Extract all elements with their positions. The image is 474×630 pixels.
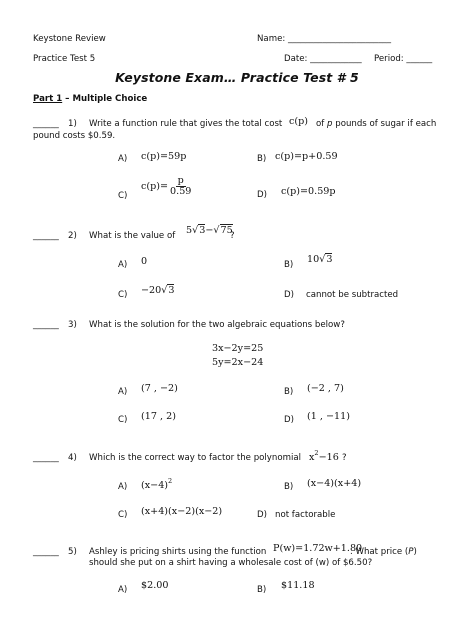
choice-letter: C)	[118, 415, 128, 425]
coefficient: 10	[307, 254, 320, 265]
choice-letter: C)	[118, 290, 128, 300]
question-text: Which is the correct way to factor the polynomial	[89, 453, 302, 463]
question-number: 4)	[68, 453, 77, 463]
radicand: 75	[220, 225, 233, 236]
question-math: 5√3−√75	[186, 225, 233, 236]
equation-1: 3x−2y=25	[212, 343, 264, 354]
choice-c: (17 , 2)	[141, 411, 176, 422]
choice-c: −20√3	[141, 285, 175, 296]
choice-d: c(p)=0.59p	[281, 186, 336, 197]
coefficient: 5	[186, 225, 193, 236]
choice-letter: B)	[257, 585, 267, 595]
choice-letter: B)	[284, 387, 294, 397]
choice-letter: D)	[284, 290, 294, 300]
text-close: )	[413, 547, 417, 557]
choice-letter: A)	[118, 585, 128, 595]
poly-rest: −16	[318, 452, 339, 463]
question-math: P(w)=1.72w+1.80	[273, 543, 363, 554]
variable-P: P	[408, 547, 414, 557]
choice-a: c(p)=59p	[141, 151, 187, 162]
part-label: Part 1	[33, 94, 63, 104]
choice-letter: A)	[118, 260, 128, 270]
choice-letter: A)	[118, 387, 128, 397]
choice-letter: C)	[118, 191, 128, 201]
choice-a	[141, 477, 172, 491]
poly-exponent: 2	[314, 449, 319, 457]
choice-d: not factorable	[275, 510, 336, 520]
choice-letter: B)	[284, 260, 294, 270]
variable-p: p	[327, 119, 333, 129]
question-text-b	[350, 547, 417, 557]
date-field: Date: ____________	[284, 54, 362, 64]
question-text: What is the value of	[89, 231, 176, 241]
page-title: Keystone Exam… Practice Test # 5	[115, 70, 359, 85]
question-number: 5)	[68, 547, 77, 557]
choice-letter: D)	[284, 415, 294, 425]
radicand: 3	[326, 254, 333, 265]
text-price: . What price (	[350, 547, 409, 557]
question-mark: ?	[342, 453, 347, 463]
choice-letter: B)	[284, 482, 294, 492]
choice-c	[141, 176, 193, 197]
answer-blank: ______	[33, 119, 59, 129]
period-field: Period: ______	[374, 54, 433, 64]
question-text-line2: pound costs $0.59.	[33, 131, 116, 141]
choice-a: $2.00	[141, 580, 169, 591]
question-text: Ashley is pricing shirts using the function	[89, 547, 267, 557]
radicand: 3	[168, 285, 175, 296]
choice-letter: B)	[257, 154, 267, 164]
text-of: of	[316, 119, 325, 129]
choice-letter: D)	[257, 510, 267, 520]
question-math	[309, 449, 339, 463]
name-field: Name: ________________________	[257, 34, 392, 44]
equation-2: 5y=2x−24	[212, 357, 264, 368]
radicand: 3	[199, 225, 206, 236]
choice-a: 0	[141, 256, 148, 267]
choice-d: cannot be subtracted	[306, 290, 399, 300]
choice-a-exponent: 2	[168, 477, 173, 485]
part-subtitle: – Multiple Choice	[62, 94, 148, 104]
denominator: 0.59	[170, 186, 192, 198]
choice-letter: C)	[118, 510, 128, 520]
answer-blank: ______	[33, 547, 59, 557]
choice-b: (x−4)(x+4)	[307, 478, 362, 489]
question-number: 1)	[68, 119, 77, 129]
answer-blank: ______	[33, 453, 59, 463]
choice-b: c(p)=p+0.59	[275, 151, 338, 162]
question-text-b	[316, 119, 436, 129]
answer-blank: ______	[33, 320, 59, 330]
numerator: p	[177, 175, 184, 186]
question-mark: ?	[230, 231, 235, 241]
fraction	[168, 176, 193, 197]
choice-letter: A)	[118, 154, 128, 164]
choice-a-base: (x−4)	[141, 480, 169, 491]
course-name: Keystone Review	[33, 34, 106, 44]
question-math: c(p)	[289, 116, 309, 127]
choice-c: (x+4)(x−2)(x−2)	[141, 506, 223, 517]
choice-d: (1 , −11)	[307, 411, 350, 422]
minus-sign: −	[205, 225, 214, 236]
choice-letter: D)	[257, 190, 267, 200]
choice-b: $11.18	[281, 580, 315, 591]
coefficient: −20	[141, 285, 162, 296]
choice-c-lhs: c(p)=	[141, 181, 169, 193]
question-text: Write a function rule that gives the total cost	[89, 119, 283, 129]
question-text-line2: should she put on a shirt having a wholesale cost of (w) of $6.50?	[89, 558, 373, 568]
question-number: 2)	[68, 231, 77, 241]
choice-a: (7 , −2)	[141, 383, 178, 394]
choice-letter: A)	[118, 482, 128, 492]
question-text: What is the solution for the two algebraic equations below?	[89, 320, 345, 330]
part-heading	[33, 94, 147, 104]
choice-b: (−2 , 7)	[307, 383, 344, 394]
answer-blank: ______	[33, 231, 59, 241]
choice-b: 10√3	[307, 254, 333, 265]
question-number: 3)	[68, 320, 77, 330]
text-rest: pounds of sugar if each	[335, 119, 437, 129]
test-name: Practice Test 5	[33, 54, 96, 64]
poly-base: x	[309, 452, 315, 463]
